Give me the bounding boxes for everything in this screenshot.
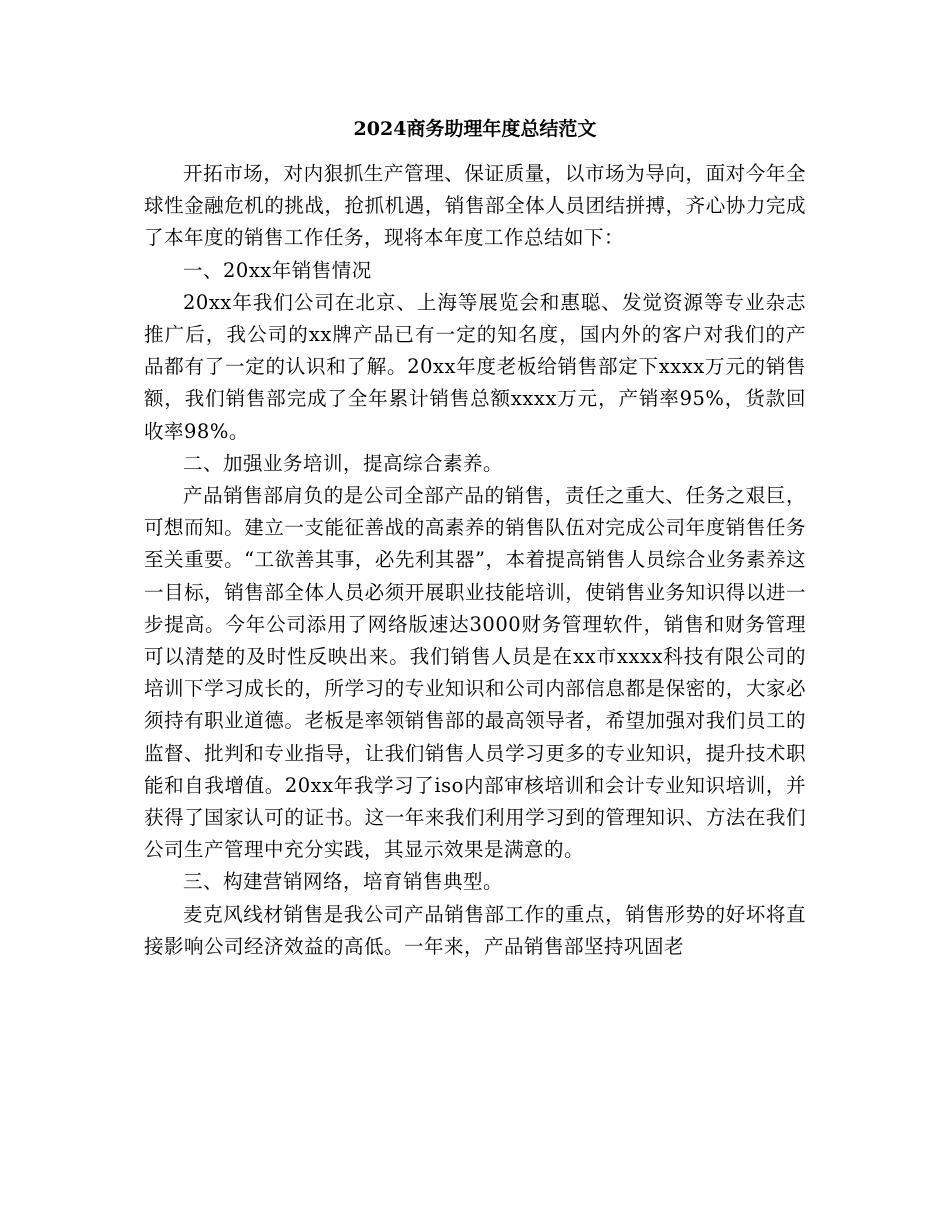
section-heading-training: 二、加强业务培训，提高综合素养。 xyxy=(183,451,504,475)
section-heading-network: 三、构建营销网络，培育销售典型。 xyxy=(183,870,504,894)
paragraph-intro: 开拓市场，对内狠抓生产管理、保证质量，以市场为导向，面对今年全球性金融危机的挑战，抢抓机遇，销售部全体人员团结拼搏，齐心协力完成了本年度的销售工作任务，现将本年度工作总结如下： xyxy=(144,162,806,250)
paragraph-network: 麦克风线材销售是我公司产品销售部工作的重点，销售形势的好坏将直接影响公司经济效益的高低。一年来，产品销售部坚持巩固老 xyxy=(144,902,806,958)
document-body xyxy=(144,158,806,963)
paragraph-training: 产品销售部肩负的是公司全部产品的销售，责任之重大、任务之艰巨，可想而知。建立一支能征善战的高素养的销售队伍对完成公司年度销售任务至关重要。“工欲善其事，必先利其器”，本着提高销售人员综合业务素养这一目标，销售部全体人员必须开展职业技能培训，使销售业务知识得以进一步提高。今年公司添用了网络版速达3000财务管理软件，销售和财务管理可以清楚的及时性反映出来。我们销售人员是在xx市xxxx科技有限公司的培训下学习成长的，所学习的专业知识和公司内部信息都是保密的，大家必须持有职业道德。老板是率领销售部的最高领导者，希望加强对我们员工的监督、批判和专业指导，让我们销售人员学习更多的专业知识，提升技术职能和自我增值。20xx年我学习了iso内部审核培训和会计专业知识培训，并获得了国家认可的证书。这一年来我们利用学习到的管理知识、方法在我们公司生产管理中充分实践，其显示效果是满意的。 xyxy=(144,484,806,862)
document-title: 2024商务助理年度总结范文 xyxy=(353,118,597,140)
section-heading-sales: 一、20xx年销售情况 xyxy=(183,258,372,282)
paragraph-sales: 20xx年我们公司在北京、上海等展览会和惠聪、发觉资源等专业杂志推广后，我公司的xx牌产品已有一定的知名度，国内外的客户对我们的产品都有了一定的认识和了解。20xx年度老板给销售部定下xxxx万元的销售额，我们销售部完成了全年累计销售总额xxxx万元，产销率95%，货款回收率98%。 xyxy=(144,290,806,443)
